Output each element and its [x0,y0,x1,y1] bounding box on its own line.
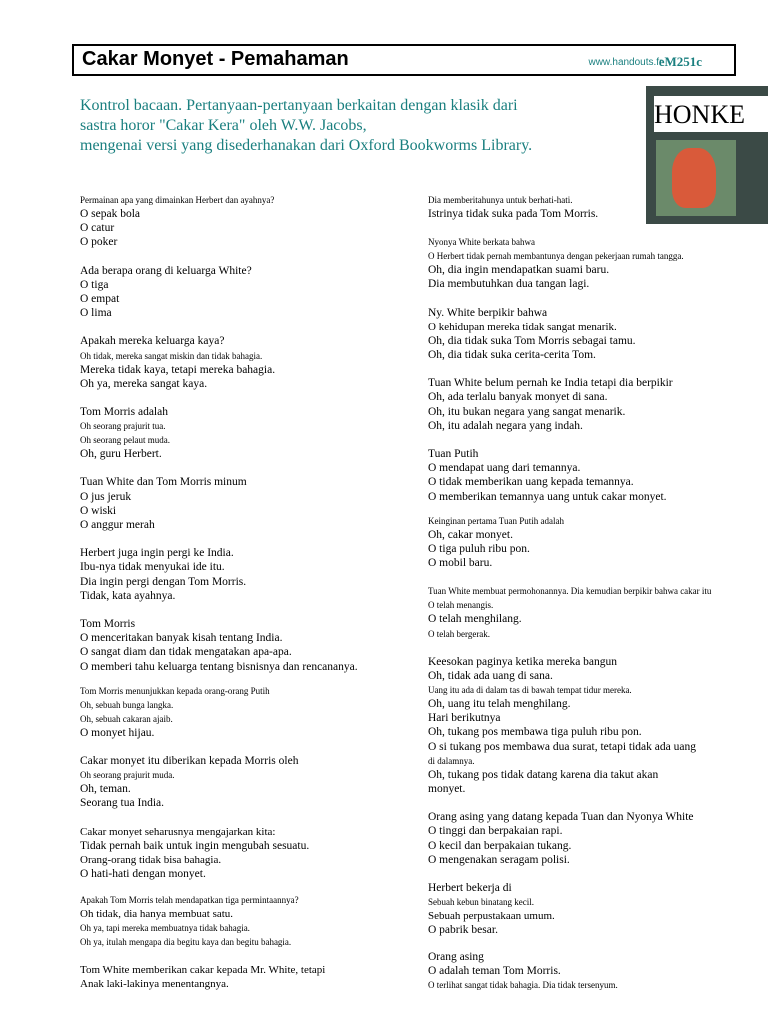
question-block [428,950,748,992]
answer-option[interactable]: O kecil dan berpakaian tukang. [428,839,572,852]
answer-option[interactable]: Oh, sebuah bunga langka. [80,699,174,710]
answer-option[interactable]: Oh ya, mereka sangat kaya. [80,377,208,390]
intro-line: Kontrol bacaan. Pertanyaan-pertanyaan berkaitan dengan klasik dari [80,97,518,114]
answer-option[interactable]: O monyet hijau. [80,726,155,739]
answer-option[interactable]: O tiga puluh ribu pon. [428,543,530,556]
question-text: Apakah mereka keluarga kaya? [80,335,225,348]
question-text: Keinginan pertama Tuan Putih adalah [428,515,564,526]
answer-option[interactable]: Oh ya, tapi mereka membuatnya tidak bahagia. [80,923,250,934]
answer-option[interactable]: Sebuah perpustakaan umum. [428,910,555,923]
document-code: eM251c [658,54,702,69]
answer-option[interactable]: Anak laki-lakinya menentangnya. [80,978,229,991]
answer-option[interactable]: O mengenakan seragam polisi. [428,853,570,866]
question-text: Tom Morris menunjukkan kepada orang-orang Putih [80,685,270,696]
answer-option[interactable]: O mobil baru. [428,557,493,570]
question-block [80,825,410,881]
answer-option[interactable]: Oh, tukang pos tidak datang karena dia takut akan [428,768,659,781]
question-text: Orang asing yang datang kepada Tuan dan Nyonya White [428,811,694,824]
answer-option[interactable]: O hati-hati dengan monyet. [80,867,206,880]
answer-option[interactable]: O tinggi dan berpakaian rapi. [428,825,563,838]
intro-line: sastra horor "Cakar Kera" oleh W.W. Jacobs, [80,117,367,134]
question-block [80,193,410,250]
left-question-column [80,193,410,991]
answer-option[interactable]: O telah bergerak. [428,628,491,639]
question-block [80,334,410,391]
question-block [80,963,410,991]
answer-option[interactable]: O sangat diam dan tidak mengatakan apa-apa. [80,646,292,659]
right-question-column [428,193,748,992]
question-block [428,447,748,504]
question-text: Tom Morris adalah [80,406,168,419]
answer-option[interactable]: Oh, teman. [80,783,131,796]
answer-option[interactable]: Tidak pernah baik untuk ingin mengubah sesuatu. [80,839,310,852]
answer-option[interactable]: Oh, guru Herbert. [80,448,162,461]
answer-option[interactable]: Tidak, kata ayahnya. [80,589,176,602]
answer-option[interactable]: Ibu-nya tidak menyukai ide itu. [80,561,225,574]
answer-option[interactable]: monyet. [428,783,466,796]
answer-option[interactable]: O mendapat uang dari temannya. [428,462,581,475]
question-text: Keesokan paginya ketika mereka bangun [428,655,618,668]
answer-option[interactable]: O telah menangis. [428,600,494,611]
answer-option[interactable]: Oh, cakar monyet. [428,528,513,541]
answer-option[interactable]: O si tukang pos membawa dua surat, tetapi tidak ada uang [428,740,696,753]
question-block [80,546,410,603]
answer-option[interactable]: O memberikan temannya uang untuk cakar monyet. [428,490,667,503]
answer-option[interactable]: Istrinya tidak suka pada Tom Morris. [428,208,599,220]
answer-option[interactable]: Oh, ada terlalu banyak monyet di sana. [428,391,608,404]
question-text: Tuan White membuat permohonannya. Dia kemudian berpikir bahwa cakar itu [428,586,712,597]
answer-option[interactable]: Sebuah kebun binatang kecil. [428,897,534,908]
question-block [428,376,748,433]
question-block [80,617,410,674]
answer-option[interactable]: Oh, dia tidak suka cerita-cerita Tom. [428,349,596,362]
answer-option[interactable]: Oh, dia ingin mendapatkan suami baru. [428,264,610,277]
question-block [80,264,410,321]
answer-option[interactable]: Dia membutuhkan dua tangan lagi. [428,278,590,291]
answer-option[interactable]: O lima [80,307,112,320]
question-text: Tuan White dan Tom Morris minum [80,476,247,489]
answer-option[interactable]: O anggur merah [80,519,155,532]
answer-option[interactable]: O jus jeruk [80,490,132,503]
answer-option[interactable]: Oh seorang prajurit muda. [80,770,175,781]
question-block [428,810,748,867]
answer-option[interactable]: O tiga [80,278,109,291]
answer-option[interactable]: Oh, dia tidak suka Tom Morris sebagai tamu. [428,334,636,347]
answer-option[interactable]: Orang-orang tidak bisa bahagia. [80,853,222,866]
question-text: Nyonya White berkata bahwa [428,237,536,248]
header-box [72,44,736,76]
question-text: Cakar monyet seharusnya mengajarkan kita: [80,825,276,838]
question-block [428,584,748,640]
question-text: Herbert bekerja di [428,882,512,895]
answer-option[interactable]: O empat [80,293,120,306]
answer-option[interactable]: Oh, sebuah cakaran ajaib. [80,713,173,724]
question-block [80,754,410,811]
intro-line: mengenai versi yang disederhanakan dari Oxford Bookworms Library. [80,137,533,154]
question-text: Tom Morris [80,618,136,631]
answer-option[interactable]: Oh ya, itulah mengapa dia begitu kaya dan begitu bahagia. [80,937,292,948]
question-block [428,655,748,797]
answer-option[interactable]: O pabrik besar. [428,924,498,937]
question-block [428,235,748,291]
answer-option[interactable]: Oh seorang pelaut muda. [80,435,170,446]
question-text: Tuan Putih [428,448,479,461]
answer-option[interactable]: Oh, tidak ada uang di sana. [428,669,553,682]
answer-option[interactable]: Oh seorang prajurit tua. [80,421,166,432]
question-text: Ada berapa orang di keluarga White? [80,264,252,277]
answer-option[interactable]: O poker [80,236,118,249]
question-text: Cakar monyet itu diberikan kepada Morris oleh [80,755,299,768]
answer-option[interactable]: Uang itu ada di dalam tas di bawah tempat tidur mereka. [428,685,632,696]
answer-option[interactable]: Dia ingin pergi dengan Tom Morris. [80,575,247,588]
question-block [428,306,748,363]
answer-option[interactable]: O catur [80,222,115,235]
question-block [80,684,410,740]
question-text: Apakah Tom Morris telah mendapatkan tiga permintaannya? [80,895,299,906]
answer-option[interactable]: O wiski [80,504,117,517]
question-block [428,514,748,571]
question-block [80,893,410,949]
answer-option[interactable]: O Herbert tidak pernah membantunya dengan pekerjaan rumah tangga. [428,251,684,262]
answer-option[interactable]: Hari berikutnya [428,712,501,725]
answer-option[interactable]: O kehidupan mereka tidak sangat menarik. [428,320,617,333]
question-text: Ny. White berpikir bahwa [428,306,548,319]
question-block [428,193,748,221]
answer-option[interactable]: Oh, tukang pos membawa tiga puluh ribu pon. [428,726,642,739]
question-block [80,475,410,532]
answer-option[interactable]: O terlihat sangat tidak bahagia. Dia tidak tersenyum. [428,979,618,990]
site-url-text: www.handouts.fr [588,57,663,68]
answer-option[interactable]: O sepak bola [80,208,141,220]
answer-option[interactable]: di dalamnya. [428,755,475,766]
book-cover-title: HONKE [654,100,745,129]
answer-option[interactable]: O menceritakan banyak kisah tentang India. [80,632,283,645]
question-text: Herbert juga ingin pergi ke India. [80,547,234,560]
question-text: Orang asing [428,950,484,963]
answer-option[interactable]: Seorang tua India. [80,797,164,810]
answer-option[interactable]: O telah menghilang. [428,613,522,626]
answer-option[interactable]: Mereka tidak kaya, tetapi mereka bahagia. [80,363,276,376]
page-title: Cakar Monyet - Pemahaman [82,48,349,70]
question-text: Tuan White belum pernah ke India tetapi dia berpikir [428,377,673,390]
answer-option[interactable]: O adalah teman Tom Morris. [428,964,561,977]
answer-option[interactable]: O tidak memberikan uang kepada temannya. [428,476,634,489]
question-text: Tom White memberikan cakar kepada Mr. White, tetapi [80,964,326,977]
answer-option[interactable]: Oh, uang itu telah menghilang. [428,698,571,711]
answer-option[interactable]: Oh tidak, mereka sangat miskin dan tidak bahagia. [80,350,263,361]
answer-option[interactable]: Oh, itu adalah negara yang indah. [428,419,583,432]
question-text: Dia memberitahunya untuk berhati-hati. [428,195,573,205]
answer-option[interactable]: Oh, itu bukan negara yang sangat menarik. [428,405,626,418]
question-block [80,405,410,461]
question-text: Permainan apa yang dimainkan Herbert dan ayahnya? [80,195,275,205]
intro-text [80,96,620,156]
question-block [428,881,748,937]
answer-option[interactable]: O memberi tahu keluarga tentang bisnisnya dan rencananya. [80,660,358,673]
answer-option[interactable]: Oh tidak, dia hanya membuat satu. [80,908,234,921]
